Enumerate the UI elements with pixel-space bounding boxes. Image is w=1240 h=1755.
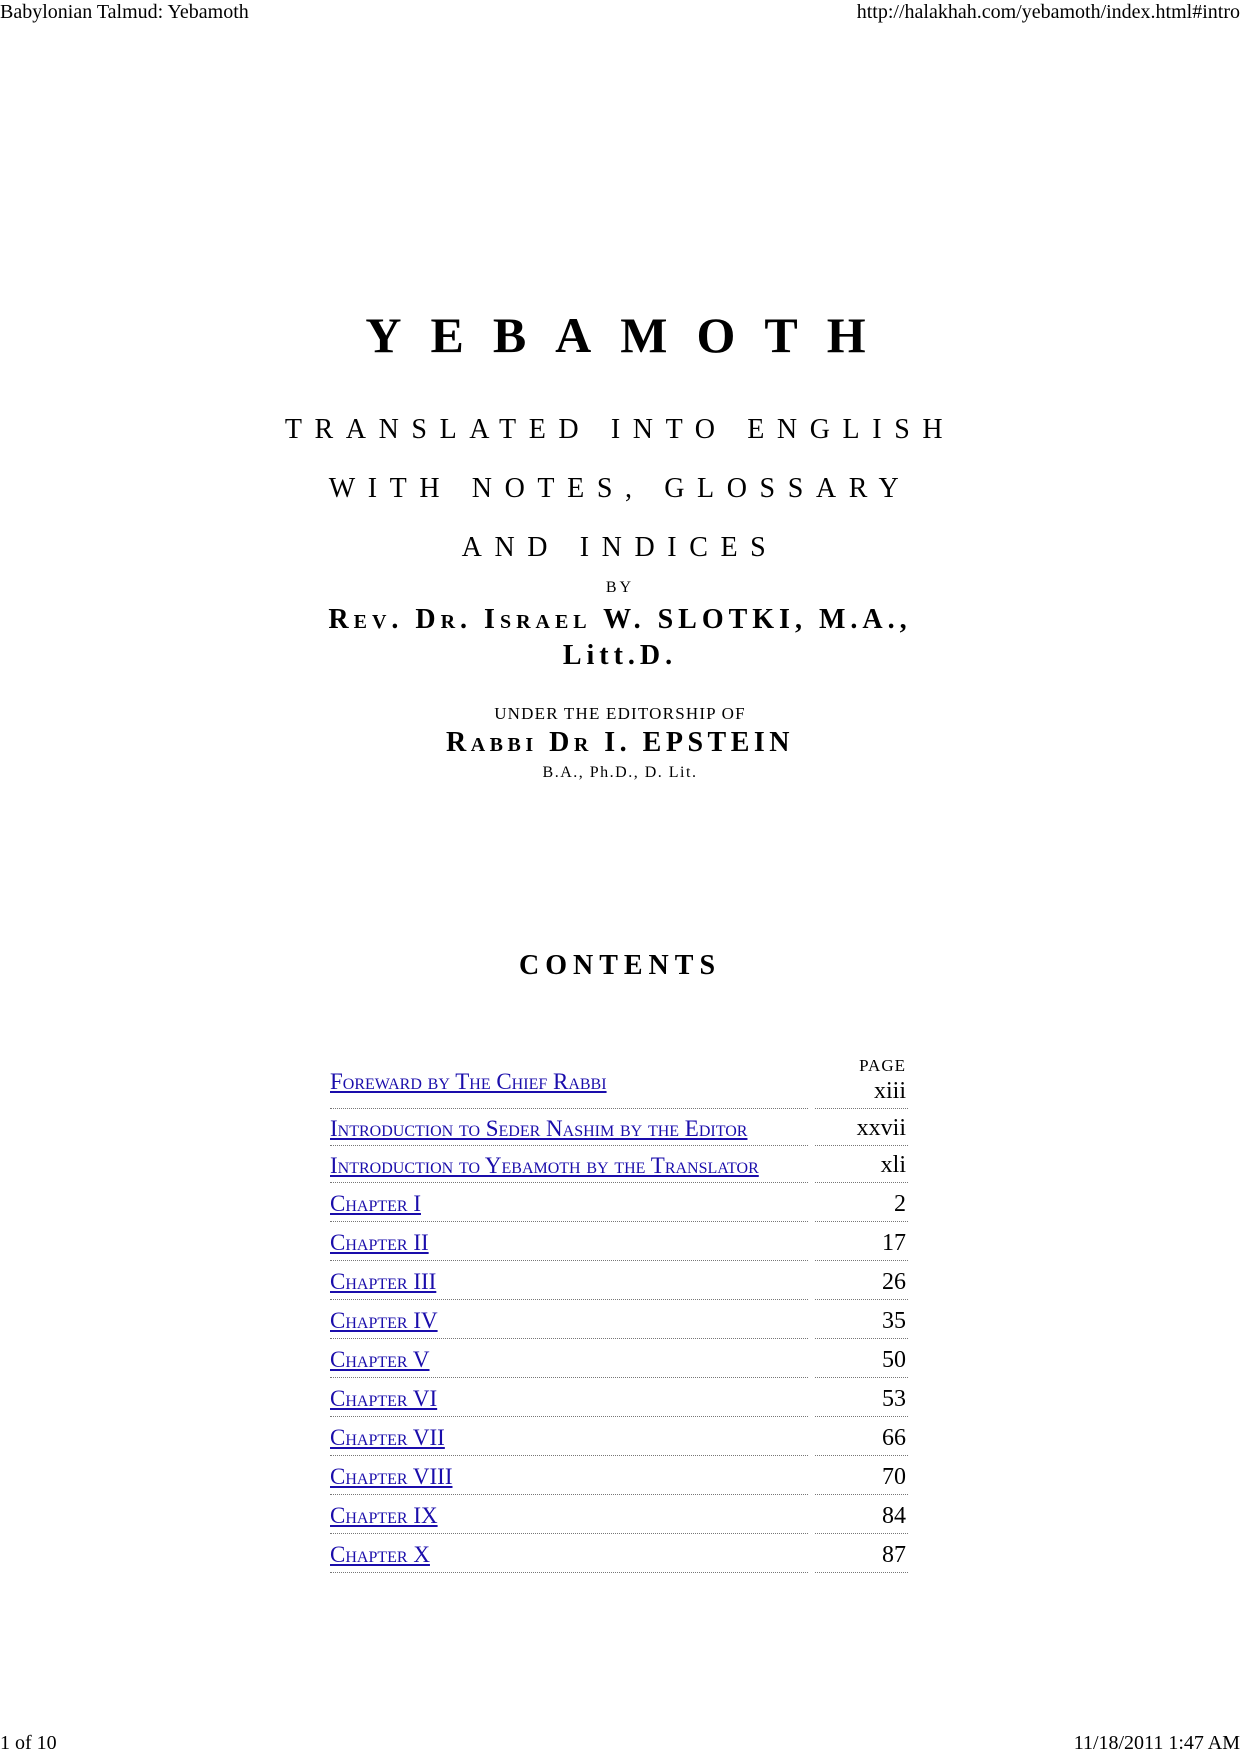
toc-entry-link[interactable]: Foreward by The Chief Rabbi <box>330 1068 607 1094</box>
toc-entry-page-cell <box>815 1226 908 1261</box>
toc-entry-page-cell <box>815 1538 908 1573</box>
toc-entry-title-cell <box>330 1226 808 1261</box>
toc-row <box>330 1499 908 1534</box>
toc-entry-link[interactable]: Introduction to Seder Nashim by the Editor <box>330 1115 748 1141</box>
toc-entry-page-cell <box>815 1187 908 1222</box>
toc-page-number: 70 <box>882 1464 906 1490</box>
toc-entry-link[interactable]: Chapter X <box>330 1541 430 1567</box>
toc-entry-title-cell <box>330 1499 808 1534</box>
author-name: Rev. Dr. Israel W. SLOTKI, M.A., <box>328 604 912 635</box>
browser-print-url: http://halakhah.com/yebamoth/index.html#intro <box>856 1 1240 23</box>
toc-page-number: xxvii <box>856 1115 906 1141</box>
toc-row <box>330 1538 908 1573</box>
toc-page-number: 66 <box>882 1425 906 1451</box>
toc-row <box>330 1460 908 1495</box>
toc-entry-page-cell <box>815 1265 908 1300</box>
editorship-label: UNDER THE EDITORSHIP OF <box>494 704 746 723</box>
page-counter: 1 of 10 <box>0 1732 57 1754</box>
toc-page-number: xiii <box>873 1078 906 1104</box>
toc-entry-link[interactable]: Chapter V <box>330 1346 430 1372</box>
toc-row <box>330 1304 908 1339</box>
toc-entry-page-cell <box>815 1499 908 1534</box>
toc-entry-title-cell <box>330 1304 808 1339</box>
toc-page-number: xli <box>880 1152 906 1178</box>
toc-row <box>330 1265 908 1300</box>
toc-row <box>330 1113 908 1146</box>
toc-row <box>330 1382 908 1417</box>
toc-page-number: 2 <box>894 1191 906 1217</box>
toc-row <box>330 1226 908 1261</box>
editor-degrees: B.A., Ph.D., D. Lit. <box>542 764 698 781</box>
print-timestamp: 11/18/2011 1:47 AM <box>1073 1732 1240 1754</box>
subtitle-line-1: TRANSLATED INTO ENGLISH <box>284 414 956 445</box>
toc-entry-link[interactable]: Introduction to Yebamoth by the Translator <box>330 1152 759 1178</box>
editor-name: Rabbi Dr I. EPSTEIN <box>445 727 794 758</box>
toc-page-number: 26 <box>882 1269 906 1295</box>
toc-entry-title-cell <box>330 1056 808 1109</box>
toc-entry-page-cell <box>815 1382 908 1417</box>
toc-entry-page-cell <box>815 1150 908 1183</box>
toc-entry-title-cell <box>330 1187 808 1222</box>
subtitle-line-3: AND INDICES <box>461 532 779 563</box>
toc-entry-title-cell <box>330 1343 808 1378</box>
toc-row <box>330 1150 908 1183</box>
toc-entry-link[interactable]: Chapter VI <box>330 1385 438 1411</box>
toc-entry-link[interactable]: Chapter IX <box>330 1502 438 1528</box>
subtitle-line-2: WITH NOTES, GLOSSARY <box>328 473 912 504</box>
toc-entry-link[interactable]: Chapter II <box>330 1229 429 1255</box>
toc-page-number: 17 <box>882 1230 906 1256</box>
toc-page-number: 50 <box>882 1347 906 1373</box>
toc-page-number: 87 <box>882 1542 906 1568</box>
toc-entry-link[interactable]: Chapter IV <box>330 1307 438 1333</box>
page-column-label: PAGE <box>859 1056 906 1075</box>
toc-row <box>330 1343 908 1378</box>
contents-heading: CONTENTS <box>518 950 722 981</box>
toc-entry-page-cell <box>815 1056 908 1109</box>
toc-entry-title-cell <box>330 1265 808 1300</box>
toc-entry-title-cell <box>330 1421 808 1456</box>
by-label: BY <box>605 579 635 596</box>
toc-entry-link[interactable]: Chapter III <box>330 1268 437 1294</box>
toc-entry-link[interactable]: Chapter VIII <box>330 1463 453 1489</box>
toc-entry-title-cell <box>330 1113 808 1146</box>
toc-row <box>330 1056 908 1109</box>
toc-entry-title-cell <box>330 1460 808 1495</box>
toc-entry-title-cell <box>330 1382 808 1417</box>
toc-entry-page-cell <box>815 1113 908 1146</box>
toc-entry-title-cell <box>330 1538 808 1573</box>
toc-entry-page-cell <box>815 1304 908 1339</box>
document-title: YEBAMOTH <box>365 307 895 363</box>
toc-page-number: 35 <box>882 1308 906 1334</box>
toc-entry-page-cell <box>815 1421 908 1456</box>
toc-entry-page-cell <box>815 1460 908 1495</box>
table-of-contents <box>330 1056 908 1573</box>
toc-page-number: 84 <box>882 1503 906 1529</box>
browser-print-title: Babylonian Talmud: Yebamoth <box>0 1 249 23</box>
toc-entry-page-cell <box>815 1343 908 1378</box>
toc-page-number: 53 <box>882 1386 906 1412</box>
author-degree: Litt.D. <box>562 640 678 671</box>
toc-entry-link[interactable]: Chapter I <box>330 1190 421 1216</box>
toc-row <box>330 1187 908 1222</box>
toc-entry-link[interactable]: Chapter VII <box>330 1424 445 1450</box>
toc-entry-title-cell <box>330 1150 808 1183</box>
toc-row <box>330 1421 908 1456</box>
